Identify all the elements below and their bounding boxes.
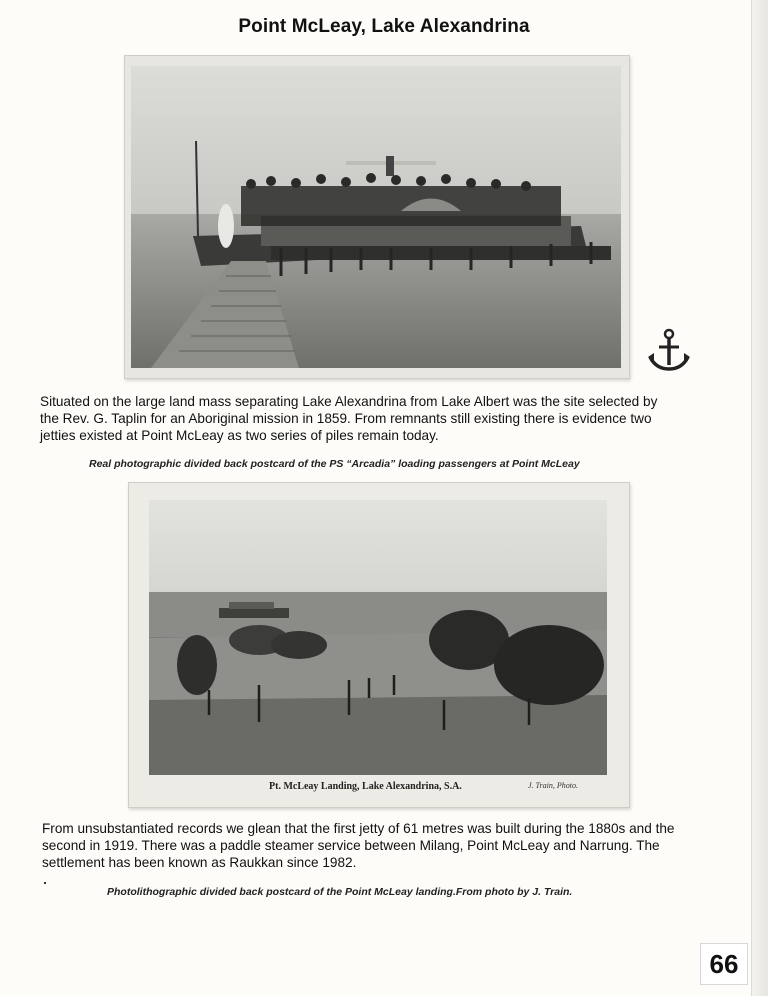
anchor-icon: [646, 327, 692, 373]
postcard-2-note: Photolithographic divided back postcard of the Point McLeay landing.From photo by J. Train.: [107, 886, 573, 898]
page-number: 66: [700, 943, 748, 985]
postcard-1-note: Real photographic divided back postcard of the PS “Arcadia” loading passengers at Point McLeay: [89, 458, 580, 470]
paragraph-1: Situated on the large land mass separating Lake Alexandrina from Lake Albert was the site selected by the Rev. G. Taplin for an Aboriginal mission in 1859. From remnants still existing there is evidence two jetties existed at Point McLeay as two series of piles remain today.: [40, 394, 658, 443]
page-title: Point McLeay, Lake Alexandrina: [238, 16, 530, 37]
postcard-2: [128, 482, 630, 808]
postcard-2-caption: Pt. McLeay Landing, Lake Alexandrina, S.A.: [269, 781, 462, 792]
steamer-photo: [131, 66, 621, 368]
landing-photo: [149, 500, 607, 775]
postcard-1: [124, 55, 630, 379]
postcard-2-credit: J. Train, Photo.: [528, 781, 579, 790]
page-edge: [751, 0, 768, 996]
stray-dot: [44, 882, 46, 884]
paragraph-2: From unsubstantiated records we glean that the first jetty of 61 metres was built during the 1880s and the second in 1919. There was a paddle steamer service between Milang, Point McLeay and Narrung. The settlement has been known as Raukkan since 1982.: [42, 821, 675, 870]
